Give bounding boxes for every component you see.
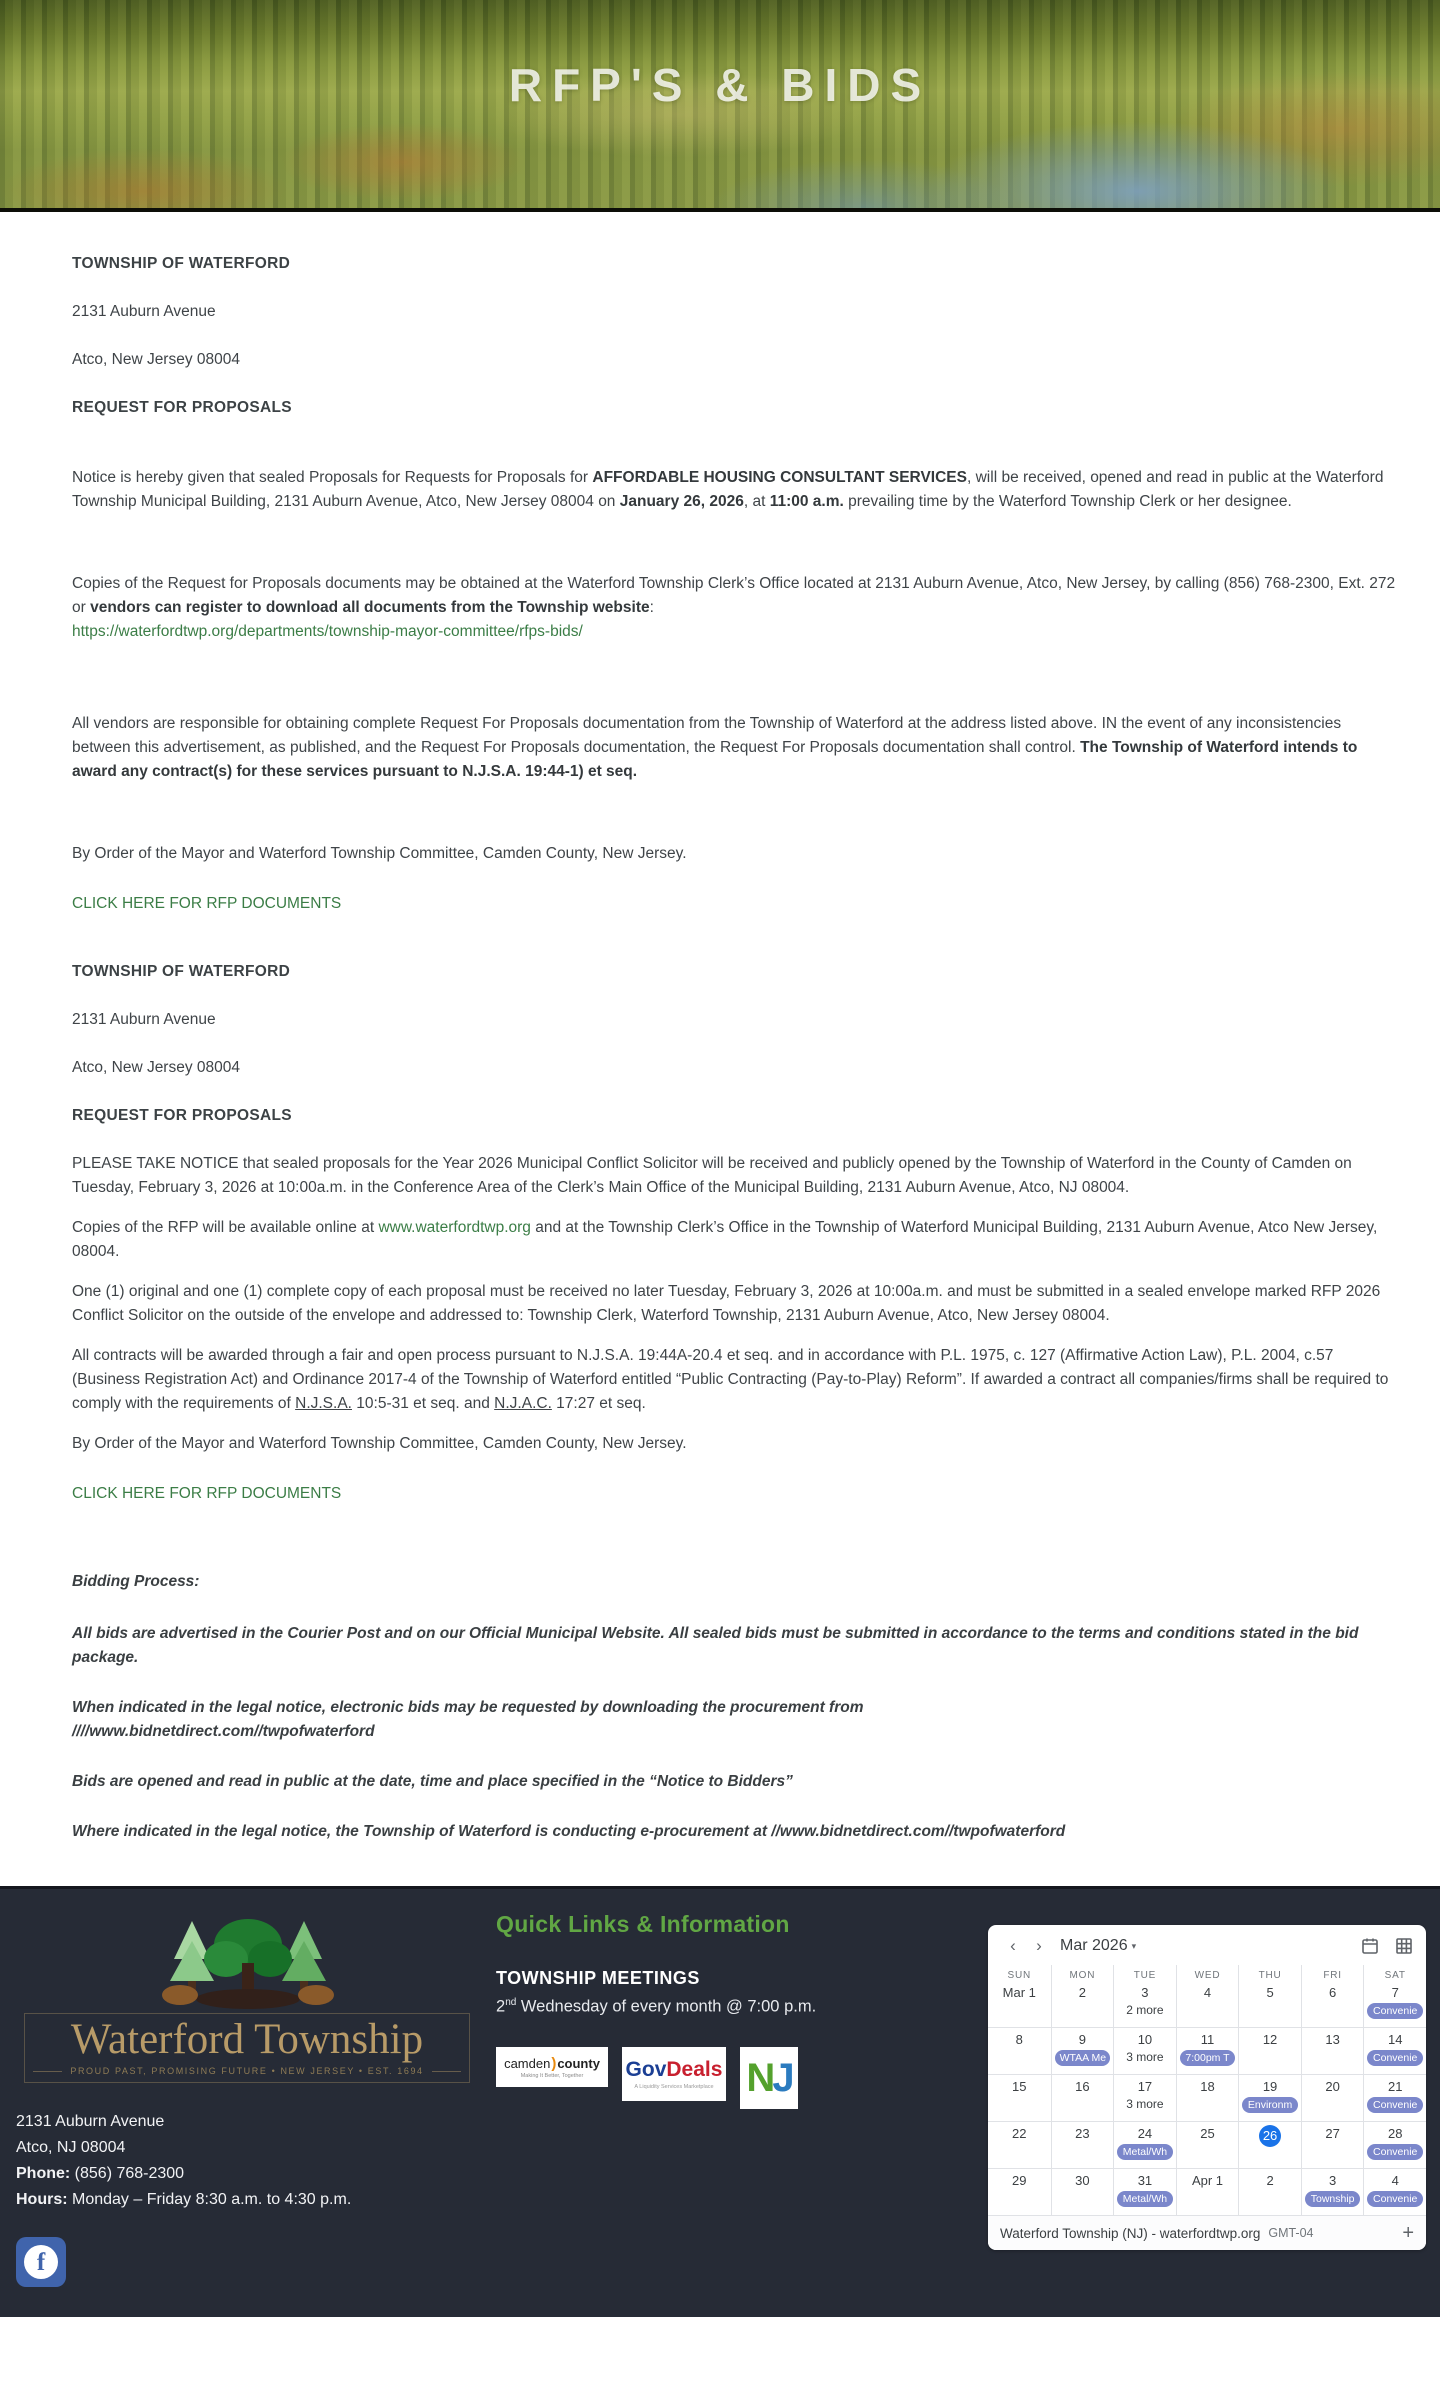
- calendar-date[interactable]: 3: [1141, 1985, 1149, 2000]
- calendar-day-cell[interactable]: [988, 2027, 1051, 2074]
- calendar-date[interactable]: 19: [1262, 2079, 1278, 2094]
- weekday-label: MON: [1069, 1970, 1096, 1981]
- calendar-date[interactable]: 18: [1200, 2079, 1215, 2094]
- township-meetings-schedule: 2nd Wednesday of every month @ 7:00 p.m.: [496, 1997, 817, 2016]
- footer-hours-line: Hours: Monday – Friday 8:30 a.m. to 4:30 p.m.: [16, 2191, 352, 2208]
- calendar-event-pill[interactable]: Convenie: [1367, 2144, 1423, 2160]
- calendar-day-cell[interactable]: [988, 2168, 1051, 2215]
- calendar-grid: [988, 1965, 1426, 2215]
- calendar-date[interactable]: 6: [1329, 1985, 1337, 2000]
- footer-phone-line: Phone: (856) 768-2300: [16, 2165, 185, 2182]
- calendar-day-cell[interactable]: [1176, 2168, 1239, 2215]
- calendar-day-cell[interactable]: [1176, 2121, 1239, 2168]
- calendar-more-events-link[interactable]: 2 more: [1126, 2003, 1164, 2017]
- township-website-link[interactable]: www.waterfordtwp.org: [378, 1219, 531, 1236]
- footer-contact-column: [16, 1907, 478, 2287]
- calendar-date[interactable]: 27: [1325, 2126, 1340, 2141]
- calendar-day-cell[interactable]: [1176, 2027, 1239, 2074]
- calendar-date[interactable]: 2: [1266, 2173, 1274, 2188]
- calendar-day-cell[interactable]: [1113, 2168, 1176, 2215]
- calendar-day-cell[interactable]: [1301, 2027, 1364, 2074]
- page-title: RFP'S & BIDS: [508, 59, 932, 111]
- weekday-label: SAT: [1384, 1970, 1406, 1981]
- calendar-more-events-link[interactable]: 3 more: [1126, 2097, 1164, 2111]
- rfp-documents-link-2[interactable]: CLICK HERE FOR RFP DOCUMENTS: [72, 1485, 342, 1502]
- calendar-date[interactable]: 20: [1325, 2079, 1340, 2094]
- by-order-line-2: By Order of the Mayor and Waterford Township Committee, Camden County, New Jersey.: [72, 1435, 687, 1452]
- bidnet-link-1[interactable]: ////www.bidnetdirect.com//twpofwaterford: [72, 1723, 375, 1740]
- calendar-day-cell[interactable]: [1238, 2121, 1301, 2168]
- calendar-event-pill[interactable]: 7:00pm T: [1180, 2050, 1236, 2066]
- calendar-day-cell[interactable]: [1363, 1965, 1426, 2027]
- calendar-day-cell[interactable]: [1051, 2121, 1114, 2168]
- calendar-date[interactable]: 5: [1266, 1985, 1274, 2000]
- calendar-day-cell[interactable]: [1363, 2168, 1426, 2215]
- calendar-date[interactable]: 4: [1203, 1985, 1212, 2000]
- calendar-day-cell[interactable]: [1363, 2074, 1426, 2121]
- calendar-day-cell[interactable]: [1238, 2168, 1301, 2215]
- calendar-date[interactable]: Apr 1: [1191, 2173, 1224, 2188]
- org-address2-line2: Atco, New Jersey 08004: [72, 1059, 241, 1076]
- org-address-line2: Atco, New Jersey 08004: [72, 351, 241, 368]
- rfp-heading-2: REQUEST FOR PROPOSALS: [72, 1107, 292, 1124]
- calendar-date[interactable]: 16: [1075, 2079, 1090, 2094]
- calendar-date[interactable]: 17: [1137, 2079, 1153, 2094]
- org-address2-line1: 2131 Auburn Avenue: [72, 1011, 216, 1028]
- calendar-today-date[interactable]: 26: [1259, 2125, 1281, 2147]
- calendar-day-cell[interactable]: [1176, 2074, 1239, 2121]
- rfp-heading: REQUEST FOR PROPOSALS: [72, 399, 292, 416]
- copies-paragraph: Copies of the Request for Proposals documents may be obtained at the Waterford Township Clerk’s Office located at 2131 Auburn Avenue, Atco, New Jersey, by calling (856) 768-2300, Ext. 272 or vendors can register to download all documents from the Township website: https://waterfordtwp.org/departments/township-mayor-committee/rfps-bids/: [72, 575, 1396, 640]
- bidding-paragraph-4: Where indicated in the legal notice, the Township of Waterford is conducting e-procurement at //www.bidnetdirect.com//twpofwaterford: [72, 1823, 1066, 1840]
- bidding-paragraph-1: All bids are advertised in the Courier Post and on our Official Municipal Website. All sealed bids must be submitted in accordance to the terms and conditions stated in the bid package.: [72, 1625, 1359, 1666]
- calendar-date[interactable]: 9: [1078, 2032, 1086, 2047]
- calendar-event-pill[interactable]: WTAA Me: [1055, 2050, 1111, 2066]
- proposal-date: January 26, 2026: [619, 493, 744, 510]
- calendar-date[interactable]: 7: [1391, 1985, 1399, 2000]
- grid-view-icon[interactable]: [1394, 1936, 1414, 1956]
- calendar-more-events-link[interactable]: 3 more: [1126, 2050, 1164, 2064]
- footer-address-block: [16, 2109, 478, 2213]
- calendar-timezone: GMT-04: [1268, 2226, 1314, 2240]
- calendar-date[interactable]: 4: [1391, 2173, 1399, 2188]
- weekday-label: SUN: [1007, 1970, 1032, 1981]
- bidnet-link-2[interactable]: //www.bidnetdirect.com//twpofwaterford: [771, 1823, 1066, 1840]
- calendar-event-pill[interactable]: Convenie: [1367, 2191, 1423, 2207]
- calendar-title: Waterford Township (NJ) - waterfordtwp.org: [1000, 2225, 1261, 2241]
- calendar-day-cell[interactable]: [1051, 2074, 1114, 2121]
- township-wordmark-text: Waterford Township: [70, 2016, 424, 2063]
- calendar-day-cell[interactable]: [1238, 2074, 1301, 2121]
- bidding-paragraph-2: When indicated in the legal notice, electronic bids may be requested by downloading the procurement from ////www.bidnetdirect.com//twpofwaterford: [72, 1699, 864, 1740]
- calendar-day-cell[interactable]: [1301, 2074, 1364, 2121]
- bidding-process-heading: Bidding Process:: [72, 1573, 200, 1590]
- quick-links-heading: Quick Links & Information: [496, 1911, 790, 1937]
- calendar-day-cell[interactable]: [1301, 2168, 1364, 2215]
- rfp-documents-link[interactable]: CLICK HERE FOR RFP DOCUMENTS: [72, 895, 342, 912]
- calendar-date[interactable]: 12: [1262, 2032, 1278, 2047]
- calendar-day-cell[interactable]: [1176, 1965, 1239, 2027]
- calendar-date[interactable]: 23: [1075, 2126, 1090, 2141]
- township-tagline: PROUD PAST, PROMISING FUTURE • NEW JERSEY • EST. 1694: [33, 2066, 461, 2076]
- footer-address-line2: Atco, NJ 08004: [16, 2139, 126, 2156]
- embedded-calendar: [988, 1925, 1426, 2250]
- calendar-date[interactable]: 22: [1012, 2126, 1027, 2141]
- camden-county-logo[interactable]: camden ) county Making It Better, Together: [496, 2047, 608, 2087]
- page-footer: [0, 1886, 1440, 2317]
- weekday-label: FRI: [1323, 1970, 1342, 1981]
- org-name: TOWNSHIP OF WATERFORD: [72, 255, 291, 272]
- calendar-view-icon[interactable]: [1360, 1936, 1380, 1956]
- calendar-day-cell[interactable]: [1113, 2121, 1176, 2168]
- calendar-event-pill[interactable]: Metal/Wh: [1117, 2191, 1173, 2207]
- camden-swirl-icon: ): [551, 2054, 557, 2072]
- calendar-date[interactable]: 13: [1325, 2032, 1340, 2047]
- calendar-day-cell[interactable]: [988, 2074, 1051, 2121]
- calendar-day-cell[interactable]: [1051, 1965, 1114, 2027]
- vendors-paragraph: All vendors are responsible for obtaining complete Request For Proposals documentation from the Township of Waterford at the address listed above. IN the event of any inconsistencies between this advertisement, as published, and the Request For Proposals documentation, the Request For Proposals documentation shall control. The Township of Waterford intends to award any contract(s) for these services pursuant to N.J.S.A. 19:44-1) et seq.: [72, 715, 1358, 780]
- partner-logos-row: [496, 2047, 970, 2109]
- calendar-event-pill[interactable]: Convenie: [1367, 2050, 1423, 2066]
- nj-state-logo[interactable]: NJ: [740, 2047, 798, 2109]
- weekday-label: TUE: [1133, 1970, 1157, 1981]
- calendar-date[interactable]: 28: [1387, 2126, 1403, 2141]
- contracts-paragraph: All contracts will be awarded through a fair and open process pursuant to N.J.S.A. 19:44A-20.4 et seq. and in accordance with P.L. 1975, c. 127 (Affirmative Action Law), P.L. 2004, c.57 (Business Registration Act) and Ordinance 2017-4 of the Township of Waterford entitled “Public Contracting (Pay-to-Play) Reform”. If awarded a contract all companies/firms shall be required to comply with the requirements of N.J.S.A. 10:5-31 et seq. and N.J.A.C. 17:27 et seq.: [72, 1347, 1389, 1412]
- calendar-date[interactable]: 21: [1387, 2079, 1403, 2094]
- calendar-date[interactable]: 2: [1078, 1985, 1086, 2000]
- footer-address-line1: 2131 Auburn Avenue: [16, 2113, 165, 2130]
- calendar-date[interactable]: 11: [1200, 2032, 1215, 2047]
- add-calendar-button[interactable]: +: [1402, 2222, 1414, 2244]
- calendar-day-cell[interactable]: [1051, 2027, 1114, 2074]
- calendar-date[interactable]: 15: [1012, 2079, 1027, 2094]
- proposal-time: 11:00 a.m.: [769, 493, 844, 510]
- calendar-date[interactable]: 8: [1015, 2032, 1023, 2047]
- calendar-day-cell[interactable]: [1113, 2027, 1176, 2074]
- calendar-day-cell[interactable]: [1113, 1965, 1176, 2027]
- calendar-day-cell[interactable]: [1363, 2121, 1426, 2168]
- calendar-day-cell[interactable]: [1238, 2027, 1301, 2074]
- calendar-day-cell[interactable]: [988, 1965, 1051, 2027]
- org-name-2: TOWNSHIP OF WATERFORD: [72, 963, 291, 980]
- calendar-date[interactable]: 29: [1012, 2173, 1027, 2188]
- calendar-day-cell[interactable]: [1301, 2121, 1364, 2168]
- rfp-bids-url-link[interactable]: https://waterfordtwp.org/departments/township-mayor-committee/rfps-bids/: [72, 623, 583, 640]
- calendar-event-pill[interactable]: Metal/Wh: [1117, 2144, 1173, 2160]
- calendar-date[interactable]: 30: [1075, 2173, 1090, 2188]
- facebook-icon: f: [24, 2245, 58, 2279]
- calendar-month-caret-icon: ▾: [1131, 1940, 1137, 1951]
- by-order-line: By Order of the Mayor and Waterford Township Committee, Camden County, New Jersey.: [72, 845, 687, 862]
- calendar-date[interactable]: 24: [1137, 2126, 1153, 2141]
- calendar-day-cell[interactable]: [1051, 2168, 1114, 2215]
- bidding-paragraph-3: Bids are opened and read in public at the date, time and place specified in the “Notice to Bidders”: [72, 1773, 793, 1790]
- township-meetings-heading: TOWNSHIP MEETINGS: [496, 1968, 700, 1988]
- service-name: AFFORDABLE HOUSING CONSULTANT SERVICES: [592, 469, 967, 486]
- calendar-day-cell[interactable]: [988, 2121, 1051, 2168]
- calendar-next-button[interactable]: ›: [1026, 1933, 1052, 1959]
- calendar-date[interactable]: 31: [1137, 2173, 1153, 2188]
- calendar-event-pill[interactable]: Convenie: [1367, 2097, 1423, 2113]
- township-trees-logo-icon: [122, 1907, 372, 2019]
- calendar-date[interactable]: 10: [1137, 2032, 1153, 2047]
- notice-paragraph: Notice is hereby given that sealed Proposals for Requests for Proposals for AFFORDABLE HOUSING CONSULTANT SERVICES, will be received, opened and read in public at the Waterford Township Municipal Building, 2131 Auburn Avenue, Atco, New Jersey 08004 on January 26, 2026, at 11:00 a.m. prevailing time by the Waterford Township Clerk or her designee.: [72, 469, 1384, 510]
- calendar-event-pill[interactable]: Environm: [1242, 2097, 1298, 2113]
- rfp-copies-paragraph: Copies of the RFP will be available online at www.waterfordtwp.org and at the Township Clerk’s Office in the Township of Waterford Municipal Building, 2131 Auburn Avenue, Atco New Jersey, 08004.: [72, 1219, 1378, 1260]
- calendar-footer: [988, 2215, 1426, 2250]
- calendar-prev-button[interactable]: ‹: [1000, 1933, 1026, 1959]
- org-address-line1: 2131 Auburn Avenue: [72, 303, 216, 320]
- township-wordmark: [24, 2013, 470, 2083]
- calendar-day-cell[interactable]: [1238, 1965, 1301, 2027]
- calendar-date[interactable]: 3: [1329, 2173, 1337, 2188]
- calendar-event-pill[interactable]: Township: [1305, 2191, 1361, 2207]
- calendar-date[interactable]: Mar 1: [1002, 1985, 1036, 2000]
- calendar-event-pill[interactable]: Convenie: [1367, 2003, 1423, 2019]
- calendar-date[interactable]: 14: [1387, 2032, 1403, 2047]
- take-notice-paragraph: PLEASE TAKE NOTICE that sealed proposals for the Year 2026 Municipal Conflict Solicitor will be received and publicly opened by the Township of Waterford in the County of Camden on Tuesday, February 3, 2026 at 10:00a.m. in the Conference Area of the Clerk’s Main Office of the Municipal Building, 2131 Auburn Avenue, Atco, NJ 08004.: [72, 1155, 1352, 1196]
- weekday-label: WED: [1194, 1970, 1221, 1981]
- calendar-day-cell[interactable]: [1363, 2027, 1426, 2074]
- calendar-date[interactable]: 25: [1200, 2126, 1215, 2141]
- govdeals-logo[interactable]: GovDeals A Liquidity Services Marketplace: [622, 2047, 726, 2101]
- submission-paragraph: One (1) original and one (1) complete copy of each proposal must be received no later Tuesday, February 3, 2026 at 10:00a.m. and must be submitted in a sealed envelope marked RFP 2026 Conflict Solicitor on the outside of the envelope and addressed to: Township Clerk, Waterford Township, 2131 Auburn Avenue, Atco, New Jersey 08004.: [72, 1283, 1381, 1324]
- calendar-day-cell[interactable]: [1113, 2074, 1176, 2121]
- footer-quicklinks-column: [478, 1907, 988, 2109]
- calendar-header: [988, 1925, 1426, 1965]
- main-content: [0, 212, 1440, 1886]
- calendar-month-label[interactable]: Mar 2026: [1060, 1937, 1128, 1954]
- weekday-label: THU: [1258, 1970, 1282, 1981]
- facebook-button[interactable]: [16, 2237, 66, 2287]
- page-banner: [0, 0, 1440, 212]
- calendar-day-cell[interactable]: [1301, 1965, 1364, 2027]
